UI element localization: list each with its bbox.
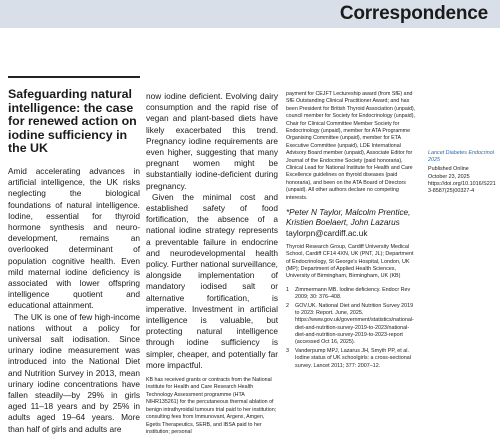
correspondence-email[interactable]: taylorpn@cardiff.ac.uk — [286, 229, 368, 239]
column-1 — [8, 88, 140, 435]
published-label: Published Online — [428, 166, 469, 173]
article-title: Safeguarding natural intelligence: the case for renewed action on iodine sufficiency in the UK — [8, 87, 137, 156]
body-paragraph-1: Amid accelerating advances in artificial intelligence, the UK risks neglecting the biological foundations of natural intelligence. Iodine, essential for thyroid hormone synthesis and neuro-development, remains an overlooked determinant of population cognitive health. Even mild maternal iodine deficiency is associated with lower offspring intelligence quotient and educational attainment. — [8, 165, 140, 311]
reference-list — [286, 287, 416, 370]
title-rule — [8, 76, 140, 78]
journal-citation[interactable]: Lancet Diabetes Endocrinol 2025 — [428, 150, 494, 164]
article-metadata — [428, 150, 496, 195]
affiliations: Thyroid Research Group, Cardiff University Medical School, Cardiff CF14 4XN, UK (PNT, JL); Department of Endocrinology, St George's Hospital, London, UK (MP); Department of Applied Health Sciences, University of Birmingham, Birmingham, UK (KB) — [286, 244, 414, 280]
reference-item: 2 GOV.UK. National Diet and Nutrition Survey 2019 to 2023: Report. June, 2025. https://www.gov.uk/government/statistics/national-diet-and-nutrition-survey-2019-to-2023/national-diet-and-nutrition-survey-2019-to-2023-report (accessed Oct 16, 2025). — [286, 302, 414, 345]
column-2 — [146, 91, 278, 436]
reference-item: 1 Zimmermann MB. Iodine deficiency. Endocr Rev 2009; 30: 376–408. — [286, 286, 411, 300]
reference-item: 3 Vanderpump MPJ, Lazarus JH, Smyth PP, et al. Iodine status of UK schoolgirls: a cross-sectional survey. Lancet 2011; 377: 2007–12. — [286, 348, 411, 369]
body-paragraph-4: Given the minimal cost and established safety of food fortification, the absence of a national iodine strategy represents a preventable failure in endocrine and neurodevelopmental health policy. Further national surveillance, alongside implementation of mandatory iodised salt or alternative fortification, is imperative. Investment in artificial intelligence is valuable, but protecting natural intelligence through iodine sufficiency is simpler, cheaper, and potentially far more impactful. — [146, 191, 278, 370]
section-title: Correspondence — [339, 3, 488, 24]
author-list: *Peter N Taylor, Malcolm Prentice, Kristien Boelaert, John Lazarus — [286, 208, 411, 228]
disclosure-part-2: payment for CEJFT Lectureship award (from SfE) and SfE Outstanding Clinical Practitioner Award; and has been President for British Thyroid Association (unpaid), council member for Society for Endocrinology (unpaid), Chair for Clinical Committee Member Society for Endocrinology (unpaid), member for ATA Programme Organising Committee (unpaid), member for ETA Executive Committee (unpaid), LDE International Advisory Board member (unpaid), Associate Editor for Journal of the Endocrine Society (paid honoraria), Clinical Lead for National Institute for Health and Care Excellence guidelines on thyroid diseases (paid honoraria), and been on the ATA Board of Directors (unpaid). All other authors declare no competing interests. — [286, 91, 416, 201]
body-paragraph-3: now iodine deficient. Evolving dairy consumption and the rapid rise of vegan and plant-based diets have likely exacerbated this trend. Pregnancy iodine requirements are even higher, suggesting that many pregnant women might be substantially iodine-deficient during pregnancy. — [146, 91, 278, 191]
body-paragraph-2: The UK is one of few high-income nations without a policy for universal salt iodisation. Since urinary iodine measurement was introduced into the National Diet and Nutrition Survey in 2013, mean urinary iodine concentrations have fallen steadily—by 29% in girls aged 11–18 years and by 25% in adults aged 19–64 years. More than half of girls and adults are — [8, 311, 140, 434]
column-3 — [286, 91, 416, 372]
doi-link[interactable]: https://doi.org/10.1016/S2213-8587(25)00327-4 — [428, 180, 496, 195]
header-bar — [0, 0, 500, 28]
disclosure-part-1: KB has received grants or contracts from the National Institute for Health and Care Research Health Technology Assessment programme (HTA NIHR135261) for the percutaneous thermal ablation of benign intrathyroidal tumours trial paid to her institution; consulting fees from Immunovant, Argenx, Amgen, Egetis Therapeutics, SERB, and IBSA paid to her institution; personal — [146, 377, 277, 435]
published-date: October 23, 2025 — [428, 173, 470, 180]
